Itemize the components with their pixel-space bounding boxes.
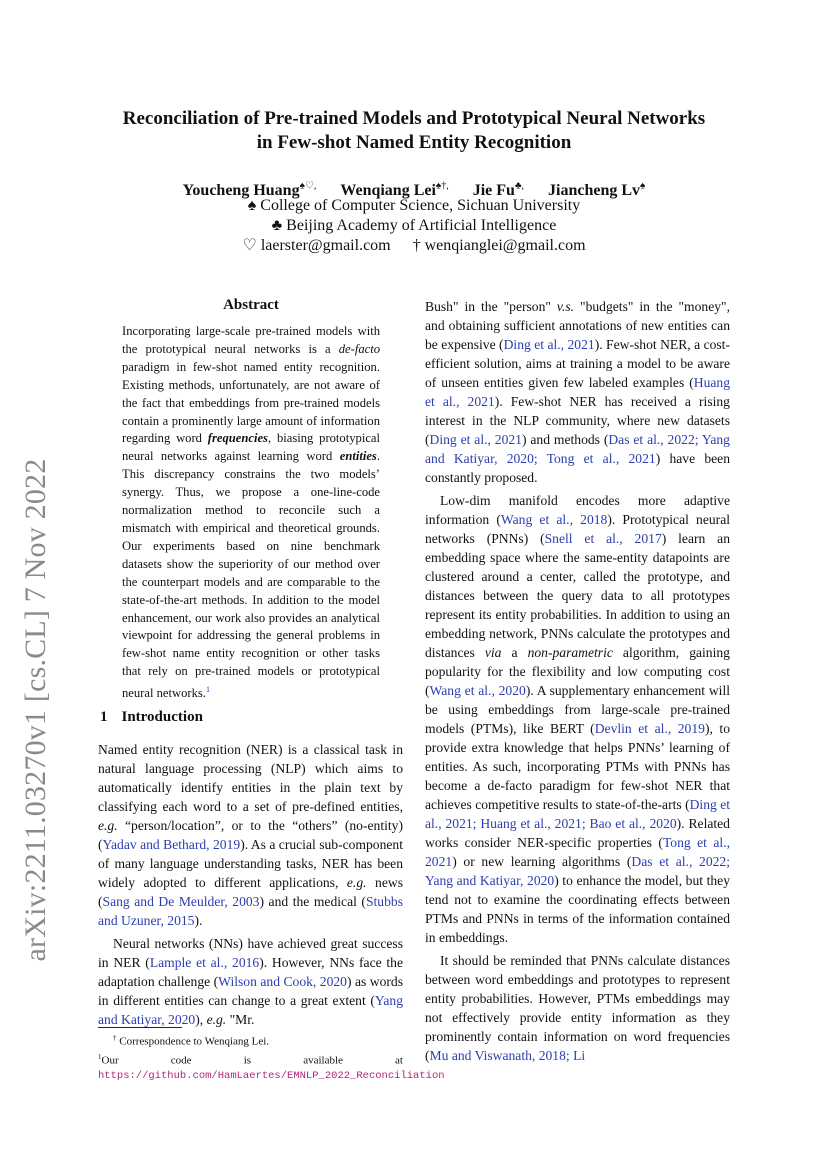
right-column-body: [425, 297, 730, 1069]
paragraph: Bush" in the "person" v.s. "budgets" in the "money", and obtaining sufficient annotations of new entities can be expensive (Ding et al., 2021). Few-shot NER, a cost-efficient solution, aims at training a model to be aware of unseen entities given few labeled examples (Huang et al., 2021). Few-shot NER has received a rising interest in the NLP community, where new datasets (Ding et al., 2021) and methods (Das et al., 2022; Yang and Katiyar, 2020; Tong et al., 2021) have been constantly proposed.: [425, 299, 730, 485]
citation-link[interactable]: Devlin et al., 2019: [594, 721, 705, 736]
author: Youcheng Huang♠♡,: [182, 181, 317, 200]
paragraph: Named entity recognition (NER) is a classical task in natural language processing (NLP) which aims to automatically identify entities in the plain text by classifying each word to a set of pre-defined entities, e.g. “person/location”, or to the “others” (no-entity) (Yadav and Bethard, 2019). As a crucial sub-component of many language understanding tasks, NER has been widely adopted to different applications, e.g. news (Sang and De Meulder, 2003) and the medical (Stubbs and Uzuner, 2015).: [98, 742, 404, 928]
citation-link[interactable]: Sang and De Meulder, 2003: [102, 894, 260, 909]
citation-link[interactable]: Das et al., 2022; Yang and Katiyar, 2020; Tong et al., 2021: [425, 432, 730, 466]
citation-link[interactable]: Ding et al., 2021: [503, 337, 595, 352]
abstract-body: Incorporating large-scale pre-trained models with the prototypical neural networks is a de-facto paradigm in few-shot named entity recognition. Existing methods, unfortunately, are not aware of the fact that embeddings from pre-trained models contain a prominently large amount of information regarding word frequencies, biasing prototypical neural networks against learning word entities. This discrepancy constrains the two models’ synergy. Thus, we propose a one-line-code normalization method to reconcile such a mismatch with empirical and theoretical grounds. Our experiments based on nine benchmark datasets show the superiority of our method over the counterpart models and are comparable to the state-of-the-art methods. In addition to the model enhancement, our work also provides an analytical viewpoint for addressing the general problems in few-shot name entity recognition or other tasks that rely on pre-trained models or prototypical neural networks.$^1$: [122, 324, 380, 701]
paper-title: Reconciliation of Pre-trained Models and Prototypical Neural Networks in Few-shot Named Entity Recognition: [122, 108, 706, 153]
paragraph: Neural networks (NNs) have achieved great success in NER (Lample et al., 2016). However, NNs face the adaptation challenge (Wilson and Cook, 2020) as words in different entities can change to a great extent (Yang and Katiyar, 2020), e.g. "Mr.: [98, 936, 404, 1027]
arxiv-identifier: arXiv:2211.03270v1 [cs.CL] 7 Nov 2022: [19, 458, 52, 962]
footnote-correspondence: † Correspondence to Wenqiang Lei.: [113, 1034, 270, 1048]
citation-link[interactable]: Tong et al., 2021: [425, 835, 730, 869]
citation-link[interactable]: Stubbs and Uzuner, 2015: [98, 894, 403, 928]
citation-link[interactable]: Huang et al., 2021: [425, 375, 730, 409]
section-heading: 1 Introduction: [100, 709, 203, 725]
citation-link[interactable]: Mu and Viswanath, 2018; Li: [429, 1048, 586, 1063]
paragraph: Low-dim manifold encodes more adaptive information (Wang et al., 2018). Prototypical neural networks (PNNs) (Snell et al., 2017) learn an embedding space where the same-entity datapoints are clustered around a center, called the prototype, and distances between the query data to all prototypes represent its entity probabilities. In addition to using an embedding network, PNNs calculate the prototypes and distances via a non-parametric algorithm, gaining popularity for the flexibility and low computing cost (Wang et al., 2020). A supplementary enhancement will be using embeddings from large-scale pre-trained models (PTMs), like BERT (Devlin et al., 2019), to provide extra knowledge that helps PNNs’ learning of entities. As such, incorporating PTMs with PNNs has become a de-facto paradigm for few-shot NER that achieves competitive results to state-of-the-arts (Ding et al., 2021; Huang et al., 2021; Bao et al., 2020). Related works consider NER-specific properties (Tong et al., 2021) or new learning algorithms (Das et al., 2022; Yang and Katiyar, 2020) to enhance the model, but they tend not to examine the coordinating effects between PTMs and PNNs in terms of the information contained in embeddings.: [425, 493, 731, 945]
paragraph: It should be reminded that PNNs calculate distances between word embeddings and prototypes to represent entity probabilities. However, PTMs embeddings may not effectively provide entity information as they prominently contain information on word frequencies (Mu and Viswanath, 2018; Li: [425, 953, 730, 1063]
left-column-body: [98, 740, 403, 1033]
citation-link[interactable]: Wang et al., 2018: [500, 512, 608, 527]
footnote-code: $^1$Our code is available at https://github.com/HamLaertes/EMNLP_2022_Reconciliation: [98, 1052, 445, 1083]
footnote-rule: [98, 1027, 182, 1028]
citation-link[interactable]: Lample et al., 2016: [149, 955, 260, 970]
citation-link[interactable]: Yadav and Bethard, 2019: [102, 837, 241, 852]
email-link[interactable]: laerster@gmail.com: [260, 237, 391, 254]
citation-link[interactable]: Ding et al., 2021; Huang et al., 2021; Bao et al., 2020: [425, 797, 731, 831]
affiliation-sichuan: ♠ College of Computer Science, Sichuan University: [247, 197, 581, 214]
citation-link[interactable]: Wang et al., 2020: [429, 683, 526, 698]
citation-link[interactable]: Snell et al., 2017: [544, 531, 662, 546]
citation-link[interactable]: Ding et al., 2021: [429, 432, 522, 447]
author: Wenqiang Lei♠†,: [340, 181, 449, 200]
email-link[interactable]: wenqianglei@gmail.com: [424, 237, 586, 254]
footnote-marker[interactable]: 1: [205, 685, 210, 695]
code-url-link[interactable]: https://github.com/HamLaertes/EMNLP_2022_Reconciliation: [98, 1070, 445, 1083]
citation-link[interactable]: Yang and Katiyar, 2020: [98, 993, 403, 1027]
citation-link[interactable]: Das et al., 2022; Yang and Katiyar, 2020: [425, 854, 731, 888]
author: Jie Fu♣,: [472, 181, 525, 200]
abstract-heading: Abstract: [223, 297, 279, 313]
author: Jiancheng Lv♠: [548, 181, 646, 200]
author-emails: ♡ laerster@gmail.com † wenqianglei@gmail.com: [242, 237, 586, 254]
citation-link[interactable]: Wilson and Cook, 2020: [218, 974, 347, 989]
footnotes: [98, 1031, 445, 1084]
affiliation-baai: ♣ Beijing Academy of Artificial Intelligence: [271, 217, 557, 234]
